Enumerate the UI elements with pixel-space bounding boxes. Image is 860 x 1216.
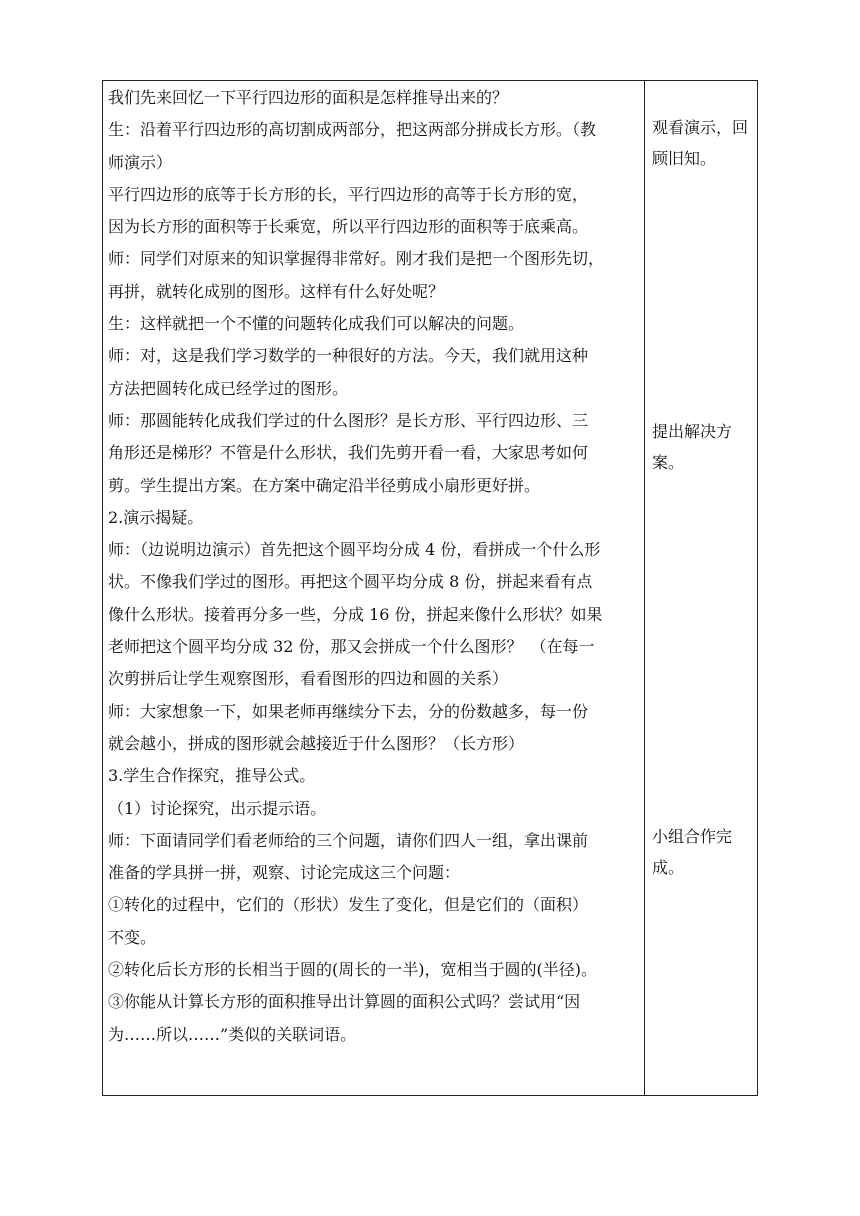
text-line: 再拼，就转化成别的图形。这样有什么好处呢？: [108, 281, 445, 301]
text-line: 剪。学生提出方案。在方案中确定沿半径剪成小扇形更好拼。: [108, 475, 541, 495]
side-note-line: 提出解决方: [652, 422, 733, 441]
section-heading: 2.演示揭疑。: [108, 507, 204, 527]
text-line: 师：同学们对原来的知识掌握得非常好。刚才我们是把一个图形先切，: [108, 249, 605, 269]
side-note-line: 小组合作完: [652, 827, 733, 846]
text-line: ③你能从计算长方形的面积推导出计算圆的面积公式吗？尝试用“因: [108, 992, 581, 1012]
text-line: 师：（边说明边演示）首先把这个圆平均分成 4 份，看拼成一个什么形: [108, 540, 601, 560]
text-line: 师：大家想象一下，如果老师再继续分下去，分的份数越多，每一份: [108, 701, 589, 721]
text-line: ②转化后长方形的长相当于圆的(周长的一半)，宽相当于圆的(半径)。: [108, 960, 597, 980]
text-line: 师演示）: [108, 152, 173, 172]
text-line: 方法把圆转化成已经学过的图形。: [108, 378, 349, 398]
text-line: 就会越小，拼成的图形就会越接近于什么图形？（长方形）: [108, 733, 525, 753]
text-line: 次剪拼后让学生观察图形，看看图形的四边和圆的关系）: [108, 669, 509, 689]
text-line: 状。不像我们学过的图形。再把这个圆平均分成 8 份，拼起来看有点: [108, 572, 593, 592]
text-line: 准备的学具拼一拼，观察、讨论完成这三个问题：: [108, 863, 461, 883]
text-line: 平行四边形的底等于长方形的长，平行四边形的高等于长方形的宽，: [108, 184, 589, 204]
column-divider: [644, 80, 645, 1096]
text-line: ①转化的过程中，它们的（形状）发生了变化，但是它们的（面积）: [108, 895, 589, 915]
text-line: （1）讨论探究，出示提示语。: [108, 798, 327, 818]
side-note-line: 案。: [652, 452, 685, 472]
text-line: 师：下面请同学们看老师给的三个问题，请你们四人一组，拿出课前: [108, 830, 589, 850]
section-heading: 3.学生合作探究，推导公式。: [108, 766, 316, 786]
student-activity-note-2: [652, 417, 752, 478]
student-activity-note-3: [652, 822, 752, 883]
text-line: 像什么形状。接着再分多一些，分成 16 份，拼起来像什么形状？如果: [108, 604, 603, 624]
side-note-line: 顾旧知。: [652, 148, 717, 168]
text-line: 师：那圆能转化成我们学过的什么图形？是长方形、平行四边形、三: [108, 410, 589, 430]
text-line: 角形还是梯形？不管是什么形状，我们先剪开看一看，大家思考如何: [108, 443, 589, 463]
text-line: 生：沿着平行四边形的高切割成两部分，把这两部分拼成长方形。（教: [108, 120, 597, 140]
text-line: 不变。: [108, 927, 157, 947]
side-note-line: 成。: [652, 857, 685, 877]
text-line: 我们先来回忆一下平行四边形的面积是怎样推导出来的？: [108, 88, 509, 107]
teaching-process-column: [108, 82, 640, 1051]
text-line: 因为长方形的面积等于长乘宽，所以平行四边形的面积等于底乘高。: [108, 217, 589, 237]
side-note-line: 观看演示，回: [652, 118, 749, 137]
text-line: 生：这样就把一个不懂的问题转化成我们可以解决的问题。: [108, 314, 525, 334]
text-line: 老师把这个圆平均分成 32 份，那又会拼成一个什么图形？ （在每一: [108, 637, 595, 657]
text-line: 师：对，这是我们学习数学的一种很好的方法。今天，我们就用这种: [108, 346, 589, 366]
student-activity-note-1: [652, 113, 752, 174]
text-line: 为……所以……”类似的关联词语。: [108, 1024, 357, 1044]
